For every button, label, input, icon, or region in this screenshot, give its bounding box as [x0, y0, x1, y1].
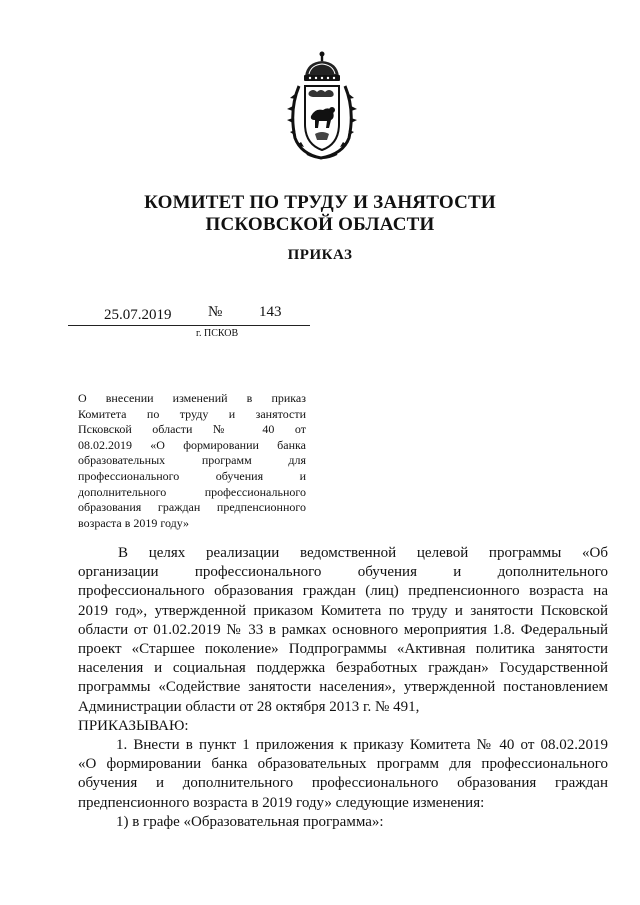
item-1-line: обучения и дополнительного профессионального образования граждан: [78, 775, 608, 792]
document-type: ПРИКАЗ: [287, 247, 353, 263]
subject-block: [78, 391, 306, 531]
subject-line: профессионального обучения и: [78, 468, 306, 483]
preamble-line: организации профессионального обучения и дополнительного: [78, 564, 608, 581]
order-word: ПРИКАЗЫВАЮ:: [78, 717, 189, 734]
document-date: 25.07.2019: [104, 307, 172, 323]
preamble-line: проект «Старшее поколение» Подпрограммы «Активная политика занятости: [78, 641, 608, 658]
item-1-line: «О формировании банка образовательных программ для профессионального: [78, 756, 608, 773]
preamble-line: области от 01.02.2019 № 33 в рамках основного мероприятия 1.8. Федеральный: [78, 621, 608, 638]
item-1-line: 1. Внести в пункт 1 приложения к приказу Комитета № 40 от 08.02.2019: [116, 737, 608, 753]
subject-line: образования граждан предпенсионного: [78, 500, 306, 515]
preamble-line: профессионального образования граждан (лиц) предпенсионного возраста на: [78, 583, 608, 600]
city-label: г. ПСКОВ: [196, 328, 239, 339]
preamble-line: В целях реализации ведомственной целевой программы «Об: [118, 545, 608, 561]
subject-line: образовательных программ для: [78, 453, 306, 468]
org-title-line2: ПСКОВСКОЙ ОБЛАСТИ: [205, 214, 435, 235]
coat-of-arms-icon: [285, 50, 359, 162]
preamble-paragraph: [78, 544, 608, 736]
preamble-line: Администрации области от 28 октября 2013 г. № 491,: [78, 698, 420, 715]
org-title-line1: КОМИТЕТ ПО ТРУДУ И ЗАНЯТОСТИ: [144, 192, 496, 213]
preamble-line: населения и социальная поддержка безработных граждан» Государственной: [78, 660, 608, 677]
subject-line: 08.02.2019 «О формировании банка: [78, 437, 306, 452]
subject-line: Псковской области № 40 от: [78, 422, 306, 437]
number-sign: №: [208, 304, 223, 320]
preamble-line: программы «Содействие занятости населения», утвержденной постановлением: [78, 679, 608, 696]
subitem-1: 1) в графе «Образовательная программа»:: [116, 813, 384, 830]
item-1-line: предпенсионного возраста в 2019 году» следующие изменения:: [78, 794, 485, 811]
subject-line: дополнительного профессионального: [78, 484, 306, 499]
date-number-underline: [68, 325, 310, 326]
document-number: 143: [259, 304, 282, 320]
preamble-line: 2019 год», утвержденной приказом Комитета по труду и занятости Псковской: [78, 602, 608, 619]
item-1-paragraph: [78, 736, 608, 832]
subject-line: О внесении изменений в приказ: [78, 391, 306, 405]
subject-line: Комитета по труду и занятости: [78, 406, 306, 421]
subject-line: возраста в 2019 году»: [78, 515, 190, 530]
